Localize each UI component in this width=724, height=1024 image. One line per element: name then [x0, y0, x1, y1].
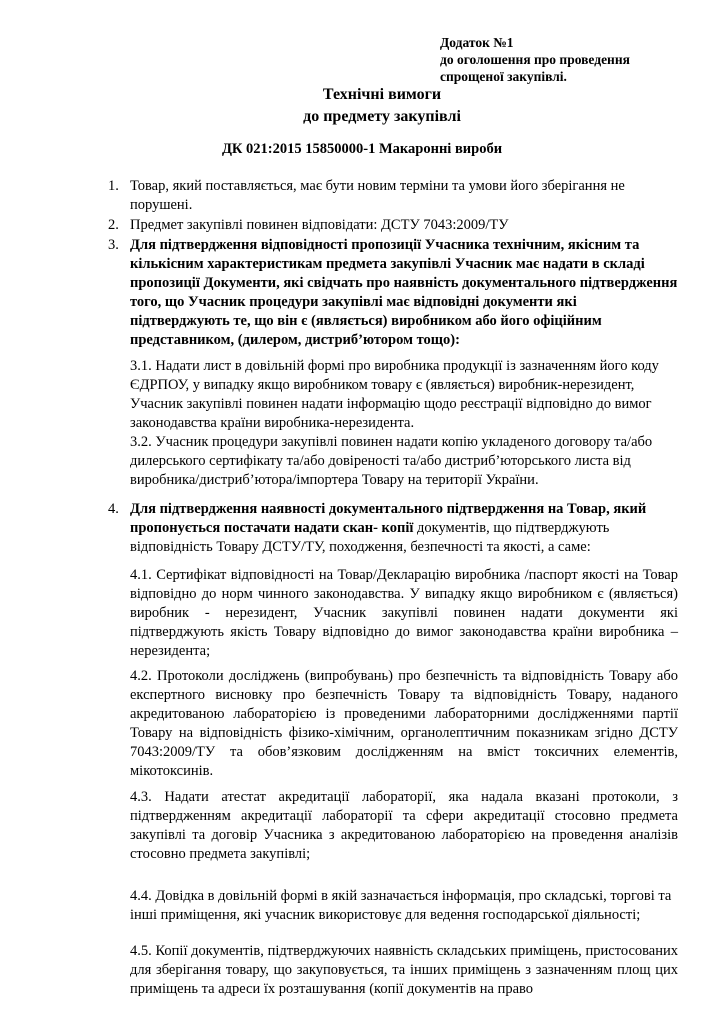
item-3-number: 3.: [108, 237, 119, 253]
item-1-number: 1.: [108, 178, 119, 194]
subitem-4-2: 4.2. Протоколи досліджень (випробувань) про безпечність та відповідність Товару або експертного висновку про безпечність Товару та відповідність Товару, наданого акредитованою лабораторією із проведеними лабораторними дослідженнями партії Товару на відповідність фізико-хімічним, органолептичним показникам згідно ДСТУ 7043:2009/ТУ та обов’язковим дослідженням на вміст токсичних елементів, мікотоксинів.: [130, 668, 678, 779]
subitem-4-3: 4.3. Надати атестат акредитації лабораторії, яка надала вказані протоколи, з підтвердженням акредитації лабораторії та сфери акредитації стосовно предмета закупівлі та договір Учасника з акредитованою лабораторією на проведення аналізів стосовно предмета закупівлі;: [130, 789, 678, 862]
item-3-text: Для підтвердження відповідності пропозиції Учасника технічним, якісним та кількісним характеристикам предмета закупівлі Учасник має надати в складі пропозиції Документи, які свідчать про наявність документального підтвердження того, що Учасник процедури закупівлі має відповідні документи які підтверджують те, що він є (являється) виробником або його офіційним представником, (дилером, дистриб’ютором тощо):: [130, 237, 678, 348]
item-4-bold-text: Для підтвердження наявності документального підтвердження на Товар, який пропонується постачати надати скан- копії: [130, 501, 647, 536]
annex-line-1: Додаток №1: [440, 35, 514, 50]
item-1-text: Товар, який поставляється, має бути новим терміни та умови його зберігання не порушені.: [130, 178, 625, 213]
item-4-regular-text: документів, що підтверджують відповідність Товару ДСТУ/ТУ, походження, безпечності та якості, а саме:: [130, 520, 610, 555]
item-2-number: 2.: [108, 217, 119, 233]
annex-header: [440, 34, 710, 85]
subitem-3-1: 3.1. Надати лист в довільній формі про виробника продукції із зазначенням його коду ЄДРПОУ, у випадку якщо виробником товару є (являється) виробник-нерезидент, Учасник закупівлі повинен надати інформацію щодо реєстрації відповідно до вимог законодавства країни виробника-нерезидента.: [130, 358, 659, 431]
subitem-4-5: 4.5. Копії документів, підтверджуючих наявність складських приміщень, пристосованих для зберігання товару, що закуповується, та інших приміщень з зазначенням площ цих приміщень та адреси їх розташування (копії документів на право: [130, 943, 678, 997]
subitem-4-4: 4.4. Довідка в довільній формі в якій зазначається інформація, про складські, торгові та інші приміщення, які учасник використовує для ведення господарської діяльності;: [130, 888, 672, 923]
dk-code-heading: ДК 021:2015 15850000-1 Макаронні вироби: [221, 141, 503, 157]
subitem-4-1: 4.1. Сертифікат відповідності на Товар/Декларацію виробника /паспорт якості на Товар відповідно до норм чинного законодавства. У випадку якщо виробником є (являється) виробник - нерезидент, Учасник закупівлі повинен надати документи які підтверджують якість Товару відповідно до вимог законодавства країни виробника – нерезидента;: [130, 567, 678, 659]
item-4-text: [130, 500, 678, 557]
annex-line-2: до оголошення про проведення: [440, 52, 630, 67]
subitem-3-2: 3.2. Учасник процедури закупівлі повинен надати копію укладеного договору та/або дилерського сертифікату та/або довіреності та/або дистриб’юторського листа від виробника/дистриб’ютора/імпортера Товару на території України.: [130, 434, 653, 488]
item-2-text: Предмет закупівлі повинен відповідати: ДСТУ 7043:2009/ТУ: [130, 217, 509, 233]
document-title-line-2: до предмету закупівлі: [303, 108, 461, 125]
annex-line-3: спрощеної закупівлі.: [440, 69, 567, 84]
item-4-number: 4.: [108, 501, 119, 517]
document-title-line-1: Технічні вимоги: [322, 86, 442, 103]
